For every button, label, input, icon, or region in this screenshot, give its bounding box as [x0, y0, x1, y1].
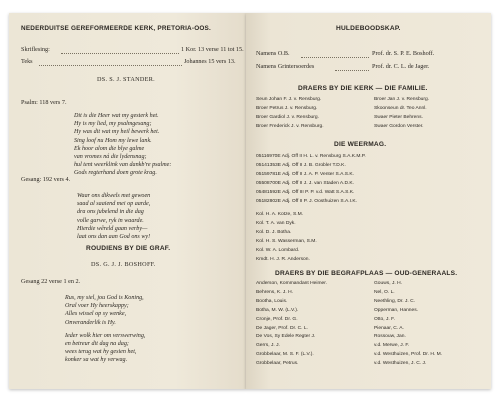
verse-line: Oral voer Hy heerskappy;	[65, 303, 129, 310]
list-item: 05508700E Adj. Off II J. J. van Staden A.D.K.	[256, 180, 355, 186]
draers-kerk-left	[256, 96, 324, 132]
list-item: Swaer Pieter Behrens.	[374, 114, 423, 120]
list-item: Kol. D. J. Botha.	[256, 229, 292, 235]
list-item: Gouws, J. H.	[374, 281, 402, 286]
psalm-ref: Psalm: 118 vers 7.	[21, 99, 67, 106]
namens-label-1: Namens O.B.	[256, 50, 290, 57]
skriflesing-leader	[61, 53, 179, 54]
list-item: Kol. H. A. Kotze, S.M.	[256, 212, 304, 217]
verse-line: hul tent weerklink van dankb're psalme:	[74, 162, 172, 169]
list-item: Gerrs, J. J.	[256, 343, 280, 349]
verse-line: wees terug wat hy gesien het,	[65, 349, 137, 356]
list-item: 05481592E Adj. Off III P. P. v.d. Watt S.A.S.K.	[256, 189, 355, 195]
list-item: Swaer Gordon Verster.	[374, 123, 424, 129]
verse-line: Sing loof nu Hom my lewe lank.	[74, 137, 152, 144]
roudiens-title: ROUDIENS BY DIE GRAF.	[86, 245, 171, 252]
list-item: Cronje, Prof. Dr. G.	[256, 316, 298, 322]
namens-leader-1	[301, 57, 369, 58]
list-item: v.d. Merwe, J. F.	[374, 343, 410, 349]
draers-kerk-title: DRAERS BY DIE KERK — DIE FAMILIE.	[298, 85, 428, 92]
list-item: Kol. T. A. van Dyk.	[256, 220, 296, 226]
teks-label: Teks	[21, 58, 33, 65]
list-item: Anderson, Kommandant Heimer.	[256, 281, 327, 286]
list-item: Kol. H. S. Wasserman, S.M.	[256, 238, 317, 244]
namens-label-2: Namens Grintersoerdes	[256, 63, 315, 70]
teks-value: Johannes 15 vers 13.	[184, 58, 236, 65]
verse-line: saad al saaiend mei op aarde,	[77, 201, 151, 208]
list-item: Nel, O. L.	[374, 289, 395, 295]
list-item: Kmdt. H. J. R. Anderson.	[256, 256, 310, 262]
verse-line: van vromes ná die lydensnag;	[74, 154, 147, 161]
list-item: 05182802E Adj. Off II P. J. Oosthuizen S.A.I.K.	[256, 198, 357, 204]
verse-line: dra ons jubelend in die dag	[77, 209, 144, 216]
verse-line: volle garwe, ryk in waarde.	[77, 217, 144, 224]
minister-name: DS. S. J. STANDER.	[97, 76, 156, 83]
verse-line: Onveranderlik is Hy.	[65, 319, 116, 326]
verse-line: Hy was dit wat my heil bewerk het.	[74, 129, 160, 136]
left-page	[9, 13, 246, 389]
namens-leader-2	[335, 70, 369, 71]
list-item: Otto, J. F.	[374, 316, 395, 322]
gesang1-verse	[77, 192, 150, 241]
minister2-name: DS. G. J. J. BOSHOFF.	[91, 261, 156, 268]
list-item: Broer Jan J. v. Rensburg.	[374, 97, 430, 102]
list-item: 05159781E Adj. Off II J. A. P. Venter S.A.S.K.	[256, 171, 354, 177]
teks-leader	[39, 65, 182, 66]
list-item: Skoonseun dr. Teo Annl.	[374, 105, 427, 111]
list-item: Botha, M. W. (L.V.).	[256, 307, 299, 313]
verse-line: Dit is die Heer wat my gesterk het.	[74, 113, 159, 119]
draers-graf-title: DRAERS BY DIE BEGRAFPLAAS — OUD-GENERAALS.	[275, 270, 458, 277]
list-item: Broer Gardiol J. v. Rensburg.	[256, 114, 319, 120]
weermag-title: DIE WEERMAG.	[334, 141, 387, 148]
list-item: Opperman, Hannes.	[374, 307, 419, 313]
list-item: Grobbelaar, Petrus.	[256, 361, 299, 367]
list-item: 05141353E Adj. Off II J. B. Grobler T.D.K.	[256, 162, 346, 168]
huldeboodskap-title: HULDEBOODSKAP.	[336, 25, 401, 32]
list-item: Bootha, Louis.	[256, 298, 288, 304]
list-item: Behrens, K. J. H.	[256, 289, 293, 295]
verse-line: Rus, my siel, jou God is Koning,	[65, 295, 144, 301]
list-item: 05116970E Adj. Off II H. L. v. Rensburg S.A.K.M.P.	[256, 154, 366, 159]
list-item: Pienaar, C. A.	[374, 325, 404, 331]
kolonels-list	[256, 211, 317, 264]
verse-line: konker sa wat hy verwag.	[65, 357, 128, 364]
verse-line: laat ons dan aan God ons wy!	[77, 234, 151, 241]
list-item: Broer Petrus J. v. Rensburg.	[256, 105, 318, 111]
verse-line: Waar ons dikwels met gewoen	[77, 193, 151, 199]
list-item: v.d. Westhuizen, J. C. J.	[374, 361, 427, 367]
verse-line: Ek hoor alom die blye galme	[74, 145, 145, 152]
graf-left-list	[256, 280, 327, 369]
graf-right-list	[374, 280, 442, 369]
verse-line: Ieder wolk hier om verswerwing,	[65, 332, 146, 339]
list-item: De Jager, Prof. Dr. C. L.	[256, 325, 308, 331]
list-item: Broer Frederick J. v. Rensburg.	[256, 123, 324, 129]
list-item: Rossouw, Jan.	[374, 334, 406, 340]
church-title: NEDERDUITSE GEREFORMEERDE KERK, PRETORIA-OOS.	[21, 25, 211, 32]
skriflesing-value: 1 Kor. 13 verse 11 tot 15.	[181, 46, 244, 53]
verse-line: Alles wissel op sy wenke,	[65, 311, 127, 318]
list-item: Kol. W. A. Lombard.	[256, 247, 300, 253]
namens-value-1: Prof. dr. S. P. E. Boshoff.	[372, 50, 435, 57]
psalm-verse	[74, 112, 171, 178]
draers-kerk-right	[374, 96, 429, 132]
weermag-list	[256, 153, 366, 206]
list-item: De Vos, Sy Edele Regter J.	[256, 334, 316, 340]
namens-value-2: Prof. dr. C. L. de Jager.	[372, 63, 430, 70]
gesang1-ref: Gesang: 192 vers 4.	[21, 176, 71, 183]
gesang2-verse	[65, 294, 145, 365]
list-item: Seun Johan F. J. v. Rensburg.	[256, 97, 322, 102]
gesang2-ref: Gesang 22 verse 1 en 2.	[21, 278, 81, 285]
verse-line: Hierdie wêreld gaan verby—	[77, 225, 148, 232]
skriflesing-label: Skriflesing:	[21, 46, 50, 53]
verse-line: Gods regterhand doen grote krag.	[74, 170, 157, 177]
verse-line: en betreur dit dag na dag;	[65, 341, 129, 348]
list-item: Neethling, Dr. J. C.	[374, 298, 416, 304]
verse-line: Hy is my lied, my psalmgesang;	[74, 121, 152, 128]
list-item: v.d. Westhuizen, Prof. Dr. H. M.	[374, 352, 443, 358]
list-item: Grobbelaar, M. S. F. (L.V.).	[256, 352, 314, 358]
right-page	[246, 13, 491, 389]
